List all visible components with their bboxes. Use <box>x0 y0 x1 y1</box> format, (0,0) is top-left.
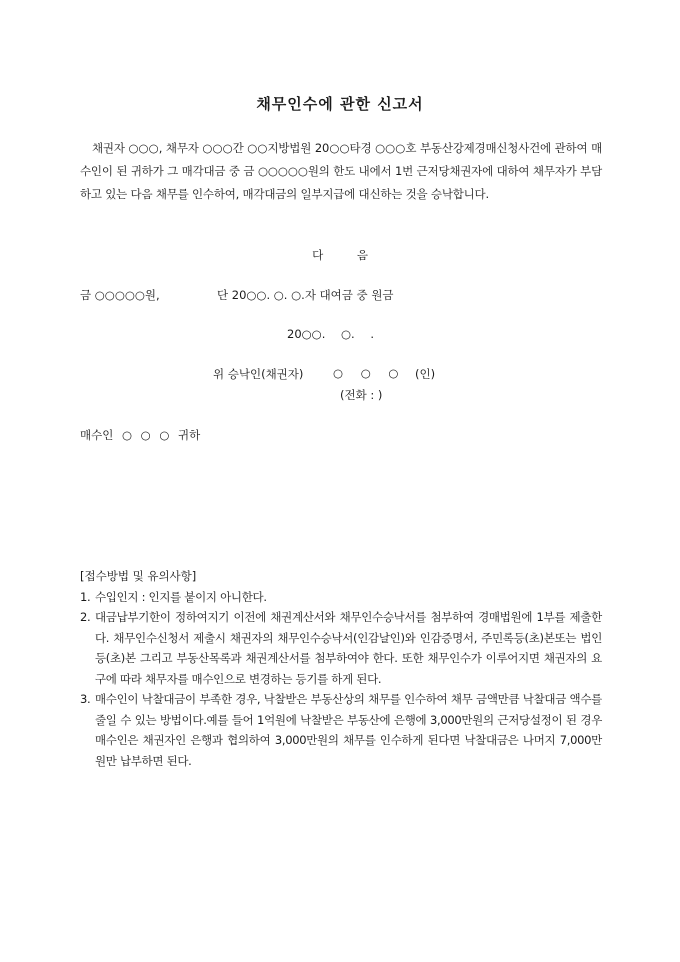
loan-condition: 단 20○○. ○. ○.자 대여금 중 원금 <box>217 288 394 302</box>
date-line: 20○○. ○. . <box>287 327 375 341</box>
addressee-line: 매수인 ○ ○ ○ 귀하 <box>80 428 201 442</box>
phone-line: (전화 : ) <box>340 388 383 402</box>
notes-item-text: 수입인지 : 인지를 붙이지 아니한다. <box>95 589 267 604</box>
notes-item <box>80 689 602 771</box>
notes-list <box>80 587 602 772</box>
notes-item-number: 2. <box>80 610 91 624</box>
section-heading: 다 음 <box>312 248 368 262</box>
notes-item-text: 매수인이 낙찰대금이 부족한 경우, 낙찰받은 부동산상의 채무를 인수하여 채무 금액만큼 낙찰대금 액수를 줄일 수 있는 방법이다.예를 들어 1억원에 낙찰받은 부동산에 은행에 3,000만원의 근저당설정이 된 경우 매수인은 채권자인 은행과 협의하여 3,000만원의 채무를 인수하게 된다면 낙찰대금은 나머지 7,000만원만 납부하면 된다. <box>95 692 602 768</box>
notes-item <box>80 587 602 608</box>
document-title: 채무인수에 관한 신고서 <box>256 95 424 113</box>
notes-item-text: 대금납부기한이 정하여지기 이전에 채권계산서와 채무인수승낙서를 첨부하여 경매법원에 1부를 제출한다. 채무인수신청서 제출시 채권자의 채무인수승낙서(인감날인)와 인감증명서, 주민록등(초)본또는 법인등(초)본 그리고 부동산목록과 채권계산서를 첨부하여야 한다. 또한 채무인수가 이루어지면 채권자의 요구에 따라 채무자를 매수인으로 변경하는 등기를 하게 된다. <box>95 610 602 686</box>
seal-mark: (인) <box>415 367 436 381</box>
notes-item <box>80 607 602 689</box>
notes-heading: [접수방법 및 유의사항] <box>80 569 197 583</box>
signer-name: ○ ○ ○ <box>333 366 399 380</box>
notes-item-number: 3. <box>80 692 91 706</box>
intro-paragraph: 채권자 ○○○, 채무자 ○○○간 ○○지방법원 20○○타경 ○○○호 부동산강제경매신청사건에 관하여 매수인이 된 귀하가 그 매각대금 중 금 ○○○○○원의 한도 내에서 1번 근저당채권자에 대하여 채무자가 부담하고 있는 다음 채무를 인수하여, 매각대금의 일부지급에 대신하는 것을 승낙합니다. <box>80 141 602 201</box>
amount-line: 금 ○○○○○원, <box>80 288 160 302</box>
signer-label: 위 승낙인(채권자) <box>213 367 304 381</box>
notes-section <box>80 566 602 771</box>
notes-item-number: 1. <box>80 589 91 604</box>
